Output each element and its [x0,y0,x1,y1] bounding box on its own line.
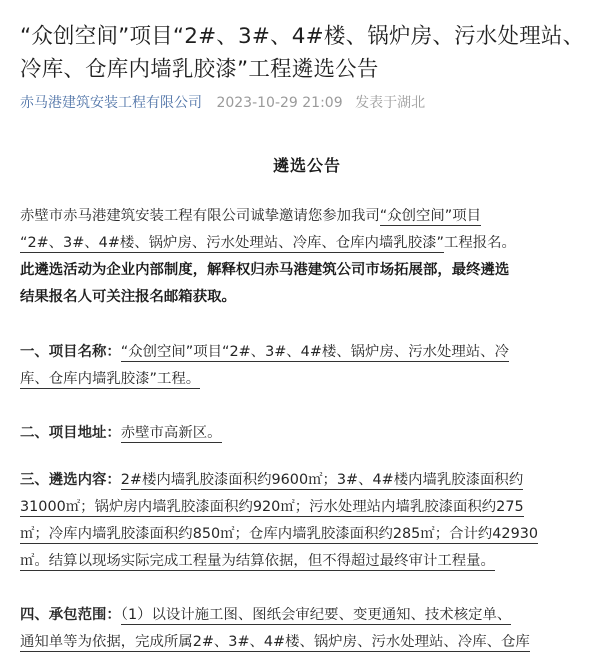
section-3-line-3 [20,521,595,547]
article-title: “众创空间”项目“2#、3#、4#楼、锅炉房、污水处理站、冷库、仓库内墙乳胶漆”工程遴选公告 [20,24,585,82]
section-4-line-2 [20,629,595,655]
section-4-value: （1）以设计施工图、图纸会审纪要、变更通知、技术核定单、 [120,607,512,623]
section-2-line [20,420,595,446]
publish-date: 2023-10-29 21:09 [216,95,343,111]
publish-location: 发表于湖北 [355,95,426,111]
intro-line-2 [20,230,595,256]
intro-text-end: 工程报名。 [443,235,516,251]
section-1-value: “众创空间”项目“2#、3#、4#楼、锅炉房、污水处理站、冷 [120,344,509,360]
section-4-label: 四、承包范围： [20,607,121,623]
section-2-value: 赤壁市高新区。 [120,425,222,441]
section-3-value-2: 31000㎡；锅炉房内墙乳胶漆面积约920㎡；污水处理站内墙乳胶漆面积约275 [20,499,524,515]
intro-project-name: “众创空间”项目 [379,208,482,224]
section-3-line-2 [20,494,595,520]
section-3-value-4: ㎡。结算以现场实际完成工程量为结算依据，但不得超过最终审计工程量。 [20,553,495,569]
author-link[interactable]: 赤马港建筑安装工程有限公司 [20,95,202,111]
section-3-value: 2#楼内墙乳胶漆面积约9600㎡；3#、4#楼内墙乳胶漆面积约 [120,472,524,488]
section-4-value-2: 通知单等为依据，完成所属2#、3#、4#楼、锅炉房、污水处理站、冷库、仓库 [20,634,530,650]
section-4-line-1 [20,602,595,628]
section-3-line-1 [20,467,595,493]
intro-line-1 [20,203,595,229]
intro-text: 赤壁市赤马港建筑安装工程有限公司诚挚邀请您参加我司 [20,208,380,224]
notice-heading: 遴选公告 [272,156,341,175]
section-2-label: 二、项目地址： [20,425,121,441]
section-3-value-3: ㎡；冷库内墙乳胶漆面积约850㎡；仓库内墙乳胶漆面积约285㎡；合计约42930 [20,526,539,542]
section-1-value-cont: 库、仓库内墙乳胶漆”工程。 [20,371,201,387]
section-1-line-1 [20,339,595,365]
note-line-2: 结果报名人可关注报名邮箱获取。 [20,289,236,305]
note-line-1: 此遴选活动为企业内部制度，解释权归赤马港建筑公司市场拓展部，最终遴选 [20,262,510,278]
article-meta [20,93,425,113]
section-1-label: 一、项目名称： [20,344,121,360]
section-3-line-4 [20,548,595,574]
section-1-line-2 [20,366,595,392]
intro-project-name-cont: “2#、3#、4#楼、锅炉房、污水处理站、冷库、仓库内墙乳胶漆” [20,235,444,251]
section-3-label: 三、遴选内容： [20,472,121,488]
